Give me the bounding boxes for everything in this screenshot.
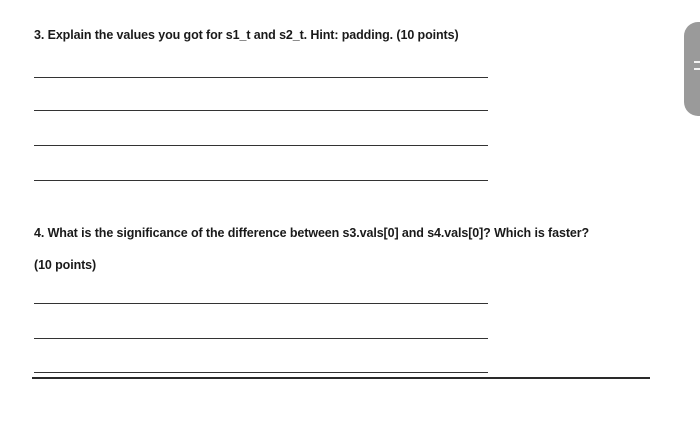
question-3-answer-line-4[interactable] (34, 180, 488, 181)
question-3-prompt: 3. Explain the values you got for s1_t and s2_t. Hint: padding. (10 points) (34, 28, 459, 42)
question-3-answer-line-3[interactable] (34, 145, 488, 146)
question-4-answer-line-3[interactable] (34, 372, 488, 373)
question-4-answer-line-2[interactable] (34, 338, 488, 339)
question-4-prompt: 4. What is the significance of the difference between s3.vals[0] and s4.vals[0]? Which is faster? (34, 226, 590, 240)
page-bottom-rule (32, 377, 650, 379)
question-4-points: (10 points) (34, 258, 97, 272)
side-panel-tab[interactable] (684, 22, 700, 116)
question-4-answer-line-1[interactable] (34, 303, 488, 304)
question-3-answer-line-1[interactable] (34, 77, 488, 78)
question-3-answer-line-2[interactable] (34, 110, 488, 111)
